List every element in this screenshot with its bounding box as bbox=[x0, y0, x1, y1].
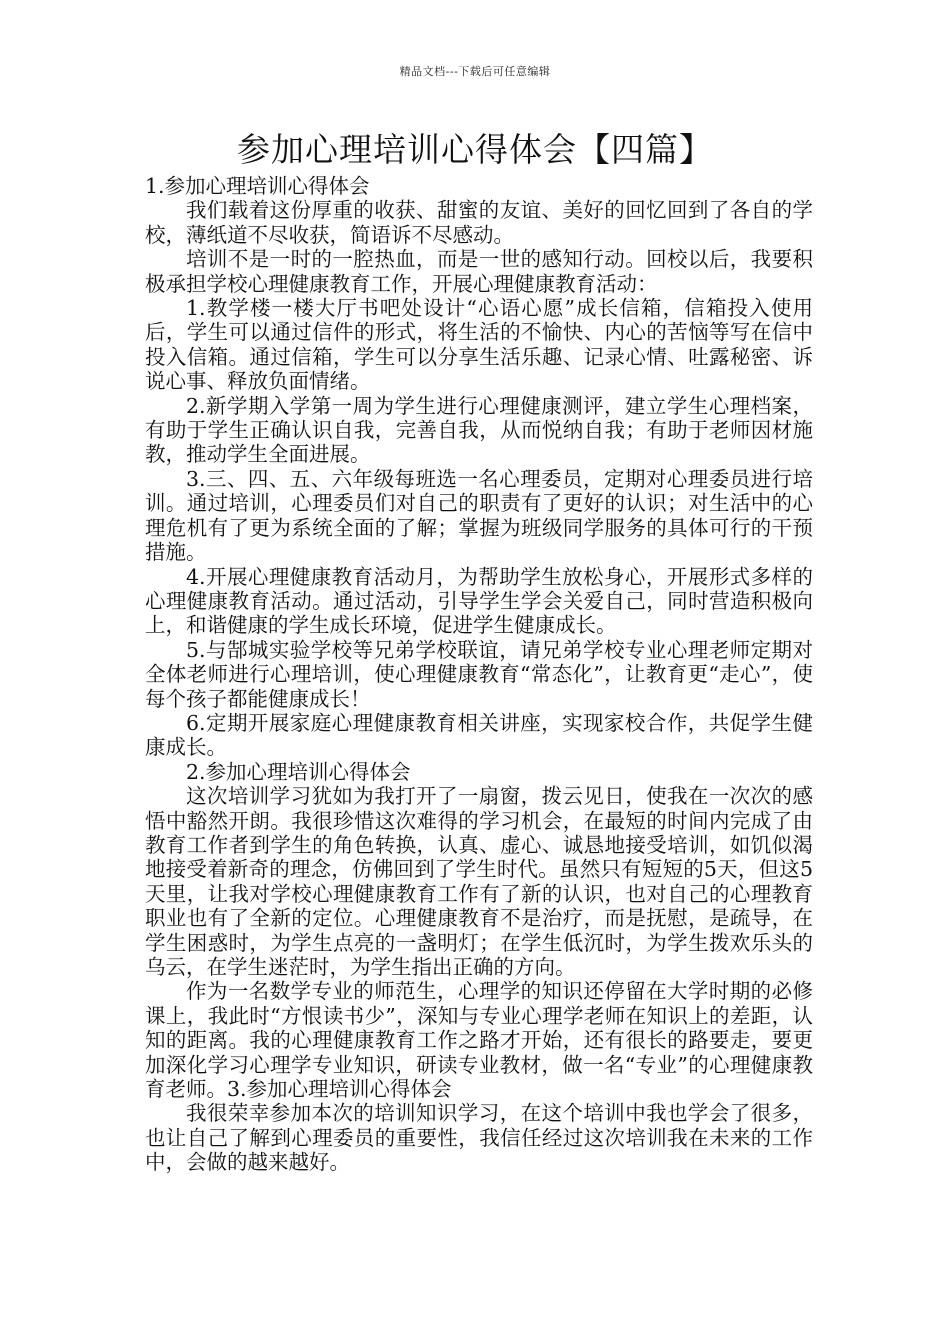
section-1-item-4: 4.开展心理健康教育活动月，为帮助学生放松身心，开展形式多样的心理健康教育活动。通过活动，引导学生学会关爱自己，同时营造积极向上，和谐健康的学生成长环境，促进学生健康成长。 bbox=[145, 564, 813, 638]
section-2-paragraph-2 bbox=[145, 979, 813, 1101]
section-1-item-5: 5.与郜城实验学校等兄弟学校联谊，请兄弟学校专业心理老师定期对全体老师进行心理培训，使心理健康教育“常态化”，让教育更“走心”，使每个孩子都能健康成长！ bbox=[145, 637, 813, 711]
section-1-item-2: 2.新学期入学第一周为学生进行心理健康测评，建立学生心理档案，有助于学生正确认识自我，完善自我，从而悦纳自我；有助于老师因材施教，推动学生全面进展。 bbox=[145, 393, 813, 467]
section-3-heading: 3.参加心理培训心得体会 bbox=[227, 1077, 452, 1102]
section-1-paragraph-1: 我们载着这份厚重的收获、甜蜜的友谊、美好的回忆回到了各自的学校，薄纸道不尽收获，简语诉不尽感动。 bbox=[145, 198, 813, 247]
section-1-item-6: 6.定期开展家庭心理健康教育相关讲座，实现家校合作，共促学生健康成长。 bbox=[145, 710, 813, 760]
section-1-item-1: 1.教学楼一楼大厅书吧处设计“心语心愿”成长信箱，信箱投入使用后，学生可以通过信件的形式，将生活的不愉快、内心的苦恼等写在信中投入信箱。通过信箱，学生可以分享生活乐趣、记录心情、吐露秘密、诉说心事、释放负面情绪。 bbox=[145, 296, 813, 394]
section-2-paragraph-1: 这次培训学习犹如为我打开了一扇窗，拨云见日，使我在一次次的感悟中豁然开朗。我很珍惜这次难得的学习机会，在最短的时间内完成了由教育工作者到学生的角色转换，认真、虚心、诚恳地接受培训，如饥似渴地接受着新奇的理念，仿佛回到了学生时代。虽然只有短短的5天，但这5天里，让我对学校心理健康教育工作有了新的认识，也对自己的心理教育职业也有了全新的定位。心理健康教育不是治疗，而是抚慰，是疏导，在学生困惑时，为学生点亮的一盏明灯；在学生低沉时，为学生拨欢乐头的乌云，在学生迷茫时，为学生指出正确的方向。 bbox=[145, 784, 813, 979]
section-2-paragraph-2-text: 作为一名数学专业的师范生，心理学的知识还停留在大学时期的必修课上，我此时“方恨读书少”，深知与专业心理学老师在知识上的差距，认知的距离。我的心理健康教育工作之路才开始，还有很长的路要走，要更加深化学习心理学专业知识，研读专业教材，做一名“专业”的心理健康教育老师。 bbox=[145, 979, 813, 1102]
section-2-heading: 2.参加心理培训心得体会 bbox=[186, 759, 411, 784]
document-title: 参加心理培训心得体会【四篇】 bbox=[237, 130, 713, 169]
section-1-item-3: 3.三、四、五、六年级每班选一名心理委员，定期对心理委员进行培训。通过培训，心理委员们对自己的职责有了更好的认识；对生活中的心理危机有了更为系统全面的了解；掌握为班级同学服务的具体可行的干预措施。 bbox=[145, 466, 813, 565]
page-header: 精品文档---下载后可任意编辑 bbox=[399, 65, 551, 78]
section-1-paragraph-2: 培训不是一时的一腔热血，而是一世的感知行动。回校以后，我要积极承担学校心理健康教育工作，开展心理健康教育活动： bbox=[145, 247, 813, 296]
document-body bbox=[145, 174, 813, 1175]
section-1-heading: 1.参加心理培训心得体会 bbox=[145, 174, 370, 198]
section-3-paragraph-1: 我很荣幸参加本次的培训知识学习，在这个培训中我也学会了很多，也让自己了解到心理委员的重要性，我信任经过这次培训我在未来的工作中，会做的越来越好。 bbox=[145, 1101, 813, 1175]
